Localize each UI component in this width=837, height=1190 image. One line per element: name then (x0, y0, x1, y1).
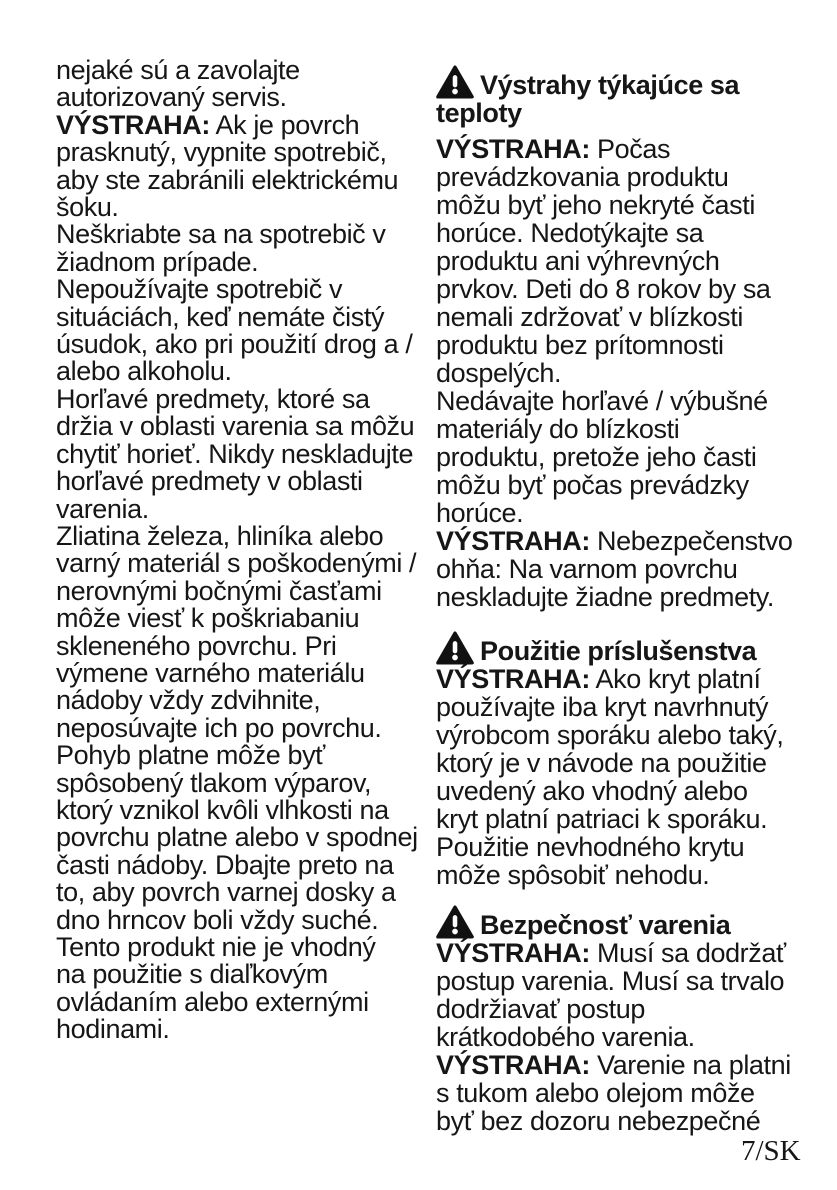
text-line (436, 415, 834, 443)
text-line (56, 438, 432, 469)
line-text: autorizovaný servis. (56, 82, 287, 113)
text-line (436, 583, 834, 611)
line-text: materiály do blízkosti (436, 414, 680, 444)
line-text: Musí sa dodržať (589, 938, 786, 968)
section-body (436, 939, 834, 1135)
line-text: nemali zdržovať v blízkosti (436, 302, 743, 332)
section-temperature-warnings (436, 57, 834, 611)
text-line (436, 443, 834, 471)
line-text: varný materiál s poškodenými / (56, 548, 417, 579)
line-text: to, aby povrch varnej dosky a (56, 877, 396, 908)
text-line (56, 550, 432, 577)
line-text: Varenie na platni (589, 1050, 791, 1080)
line-text: Nepoužívajte spotrebič v (56, 274, 343, 305)
line-text: produktu ani výhrevných (436, 246, 720, 276)
text-line (436, 805, 834, 833)
line-text: produktu bez prítomnosti (436, 330, 724, 360)
text-line (436, 331, 834, 359)
line-text: šoku. (56, 192, 119, 223)
warning-label: VÝSTRAHA: (436, 938, 590, 968)
text-line (436, 303, 834, 331)
line-text: Pohyb platne môže byť (56, 740, 325, 771)
text-line (56, 221, 432, 248)
text-line (436, 861, 834, 889)
text-line (436, 693, 834, 721)
section-heading (436, 623, 834, 665)
line-text: Neškriabte sa na spotrebič v (56, 219, 386, 250)
section-heading (436, 57, 834, 99)
line-text: držia v oblasti varenia sa môžu (56, 411, 415, 442)
text-line (436, 191, 834, 219)
line-text: ktorý je v návode na použitie (436, 748, 767, 778)
section-cooking-safety (436, 897, 834, 1135)
line-text: úsudok, ako pri použití drog a / (56, 329, 413, 360)
text-line (56, 742, 432, 769)
line-text: byť bez dozoru nebezpečné (436, 1106, 761, 1136)
line-text: ovládaním alebo externými (56, 986, 369, 1017)
text-line (436, 359, 834, 387)
line-text: s tukom alebo olejom môže (436, 1078, 755, 1108)
text-line (436, 939, 834, 967)
text-line (436, 247, 834, 275)
text-line (56, 493, 432, 524)
text-line (56, 164, 432, 195)
line-text: Horľavé predmety, ktoré sa (56, 383, 370, 414)
line-text: krátkodobého varenia. (436, 1022, 695, 1052)
line-text: Použitie nevhodného krytu (436, 832, 745, 862)
section-title: Použitie príslušenstva (480, 636, 757, 666)
line-text: skleneného povrchu. Pri (56, 630, 337, 661)
text-line (436, 471, 834, 499)
text-line (436, 555, 834, 583)
line-text: horúce. (436, 498, 524, 528)
line-text: používajte iba kryt navrhnutý (436, 692, 769, 722)
line-text: Zliatina železa, hliníka alebo (56, 520, 384, 551)
text-line (436, 777, 834, 805)
text-line (436, 275, 834, 303)
line-text: spôsobený tlakom výparov, (56, 767, 372, 798)
text-line (436, 1107, 834, 1135)
text-line (56, 961, 432, 988)
warning-label: VÝSTRAHA: (436, 664, 590, 694)
line-text: nejaké sú a zavolajte (56, 55, 300, 85)
line-text: môže viesť k poškriabaniu (56, 603, 360, 634)
line-text: Ako kryt platní (589, 664, 761, 694)
line-text: časti nádoby. Dbajte preto na (56, 849, 394, 880)
line-text: situáciách, keď nemáte čistý (56, 301, 385, 332)
text-line (56, 413, 432, 440)
text-line (436, 833, 834, 861)
line-text: postup varenia. Musí sa trvalo (436, 966, 785, 996)
text-line (56, 712, 432, 743)
text-line (56, 331, 432, 358)
text-line (56, 879, 432, 906)
text-line (56, 794, 432, 825)
section-title-line2: teploty (436, 98, 522, 128)
line-text: výrobcom sporáku alebo taký, (436, 720, 784, 750)
line-text: na použitie s diaľkovým (56, 959, 328, 990)
line-text: ktorý vznikol kvôli vlhkosti na (56, 794, 389, 825)
line-text: Nebezpečenstvo (589, 526, 793, 556)
section-body (436, 135, 834, 611)
line-text: povrchu platne alebo v spodnej (56, 822, 418, 853)
line-text: chytiť horieť. Nikdy neskladujte (56, 438, 414, 469)
line-text: dospelých. (436, 358, 562, 388)
text-line (56, 657, 432, 688)
line-text: varenia. (56, 493, 149, 524)
section-body (436, 665, 834, 889)
warning-triangle-icon (436, 65, 474, 99)
warning-triangle-icon (436, 631, 474, 665)
warning-label: VÝSTRAHA: (436, 1050, 590, 1080)
text-line (56, 468, 432, 495)
line-text: môžu byť počas prevádzky (436, 470, 749, 500)
page-number: 7/SK (741, 1135, 801, 1167)
warning-label: VÝSTRAHA: (56, 109, 210, 140)
text-line (56, 849, 432, 880)
text-line (436, 219, 834, 247)
text-line (436, 967, 834, 995)
line-text: Ak je povrch (209, 109, 360, 140)
text-line (56, 986, 432, 1017)
line-text: Tento produkt nie je vhodný (56, 932, 376, 962)
line-text: alebo alkoholu. (56, 356, 232, 387)
line-text: Počas (589, 134, 671, 164)
text-line (56, 630, 432, 661)
text-line (56, 1016, 432, 1043)
line-text: ohňa: Na varnom povrchu (436, 554, 738, 584)
line-text: dodržiavať postup (436, 994, 645, 1024)
line-text: aby ste zabránili elektrickému (56, 164, 399, 195)
line-text: uvedený ako vhodný alebo (436, 776, 748, 806)
line-text: žiadnom prípade. (56, 246, 259, 277)
text-line (56, 109, 432, 140)
text-line (436, 749, 834, 777)
line-text: prasknutý, vypnite spotrebič, (56, 137, 387, 168)
warning-label: VÝSTRAHA: (436, 134, 590, 164)
text-line (56, 767, 432, 798)
text-line (56, 383, 432, 414)
line-text: kryt platní patriaci k sporáku. (436, 804, 768, 834)
text-line (56, 276, 432, 303)
text-line (56, 605, 432, 632)
text-line (56, 139, 432, 166)
text-line (436, 499, 834, 527)
left-column (56, 57, 432, 1044)
right-column (436, 57, 834, 1135)
text-line (436, 1079, 834, 1107)
text-line (56, 904, 432, 935)
line-text: nádoby vždy zdvihnite, (56, 685, 321, 716)
text-line (56, 194, 432, 221)
text-line (436, 665, 834, 693)
text-line (56, 934, 432, 961)
line-text: dno hrncov boli vždy suché. (56, 904, 379, 935)
text-line (436, 995, 834, 1023)
line-text: výmene varného materiálu (56, 657, 365, 688)
text-line (436, 1051, 834, 1079)
text-line (56, 358, 432, 385)
line-text: produktu, pretože jeho časti (436, 442, 757, 472)
text-line (56, 687, 432, 714)
text-line (436, 135, 834, 163)
section-title: Výstrahy týkajúce sa (480, 70, 740, 100)
section-accessory-use (436, 623, 834, 889)
text-line (56, 824, 432, 851)
text-line (436, 1023, 834, 1051)
text-line (56, 57, 432, 84)
text-line (436, 527, 834, 555)
line-text: hodinami. (56, 1014, 170, 1045)
text-line (56, 301, 432, 332)
text-line (56, 575, 432, 606)
line-text: neposúvajte ich po povrchu. (56, 712, 382, 743)
line-text: nerovnými bočnými časťami (56, 575, 382, 606)
text-line (436, 387, 834, 415)
text-line (56, 84, 432, 111)
line-text: horľavé predmety v oblasti (56, 466, 363, 497)
line-text: horúce. Nedotýkajte sa (436, 218, 704, 248)
warning-label: VÝSTRAHA: (436, 526, 590, 556)
text-line (436, 721, 834, 749)
line-text: môže spôsobiť nehodu. (436, 860, 710, 890)
text-line (436, 163, 834, 191)
line-text: neskladujte žiadne predmety. (436, 582, 775, 612)
section-title: Bezpečnosť varenia (480, 910, 731, 940)
section-heading (436, 897, 834, 939)
warning-triangle-icon (436, 905, 474, 939)
line-text: prevádzkovania produktu (436, 162, 729, 192)
line-text: prvkov. Deti do 8 rokov by sa (436, 274, 771, 304)
line-text: Nedávajte horľavé / výbušné (436, 386, 768, 416)
text-line (56, 520, 432, 551)
text-line (56, 246, 432, 277)
line-text: môžu byť jeho nekryté časti (436, 190, 755, 220)
